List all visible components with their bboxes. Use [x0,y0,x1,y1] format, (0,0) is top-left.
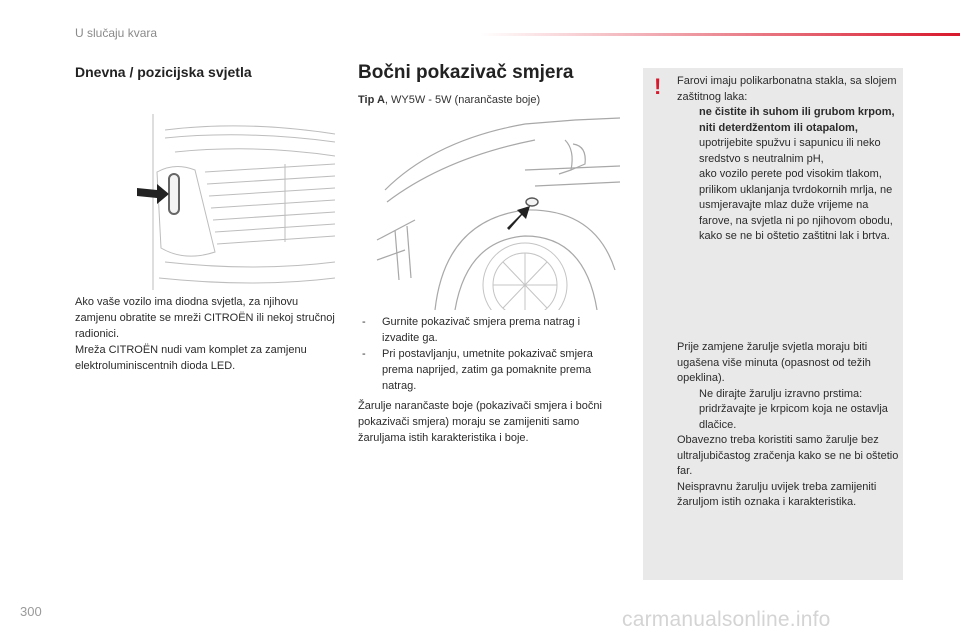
replacement-steps [358,314,620,394]
warning-bullet-text: ne čistite ih suhom ili grubom krpom, niti deterdžentom ili otapalom, [699,106,895,134]
step-dash: - [362,316,366,328]
tip-label: Tip A [358,94,385,106]
warning-bullet-text: upotrijebite spužvu i sapunicu ili neko sredstvo s neutralnim pH, [699,137,881,165]
daytime-lights-text [75,294,340,374]
handling-bullet-text: Ne dirajte žarulju izravno prstima: pridržavajte je krpicom koja ne ostavlja dlačice. [699,387,888,431]
page-number: 300 [20,604,42,619]
heading-side-indicator: Bočni pokazivač smjera [358,62,574,83]
warning-icon: ! [654,74,662,99]
handling-bullet [677,387,899,434]
uv-note: Obavezno treba koristiti samo žarulje bez ultraljubičastog zračenja kako se ne bi oštetio far. [677,434,899,477]
warning-bullet [677,105,899,136]
warning-intro: Farovi imaju polikarbonatna stakla, sa slojem zaštitnog laka: [677,75,897,103]
header-accent-line [480,33,960,36]
warning-bullet [677,136,899,167]
replace-note: Neispravnu žarulju uvijek treba zamijeniti žaruljom istih oznaka i karakteristika. [677,480,877,508]
polycarbonate-warning [677,74,899,245]
section-header: U slučaju kvara [75,26,158,40]
tip-text: , WY5W - 5W (narančaste boje) [384,94,541,106]
orange-bulb-note: Žarulje narančaste boje (pokazivači smjera i bočni pokazivači smjera) moraju se zamijeniti samo žaruljama istih karakteristika i boje. [358,400,602,444]
daytime-lights-para-2: Mreža CITROËN nudi vam komplet za zamjenu elektroluminiscentnih dioda LED. [75,344,307,372]
bulb-off-note: Prije zamjene žarulje svjetla moraju biti ugašena više minuta (opasnost od težih opeklina). [677,341,871,384]
step-dash: - [362,348,366,360]
step-text: Gurnite pokazivač smjera prema natrag i izvadite ga. [382,316,581,344]
bulb-handling-info [677,340,899,511]
warning-bullet-text: ako vozilo perete pod visokim tlakom, prilikom uklanjanja tvrdokornih mrlja, ne usmjeravajte mlaz duže vrijeme na farove, na svjetla ni po njihovom obodu, kako se ne bi oštetio zaštitni lak i brtva. [699,168,893,242]
bulb-type-line [358,94,540,106]
step-text: Pri postavljanju, umetnite pokazivač smjera prema naprijed, zatim ga pomaknite prema natrag. [382,348,593,392]
daytime-light-illustration [135,112,335,290]
warning-bullet [677,167,899,245]
step-item [358,346,620,394]
heading-daytime-lights: Dnevna / pozicijska svjetla [75,64,252,80]
daytime-lights-para-1: Ako vaše vozilo ima diodna svjetla, za njihovu zamjenu obratite se mreži CITROËN ili nekoj stručnoj radionici. [75,296,335,340]
side-indicator-illustration [375,110,620,310]
watermark: carmanualsonline.info [622,608,831,631]
step-item [358,314,620,346]
